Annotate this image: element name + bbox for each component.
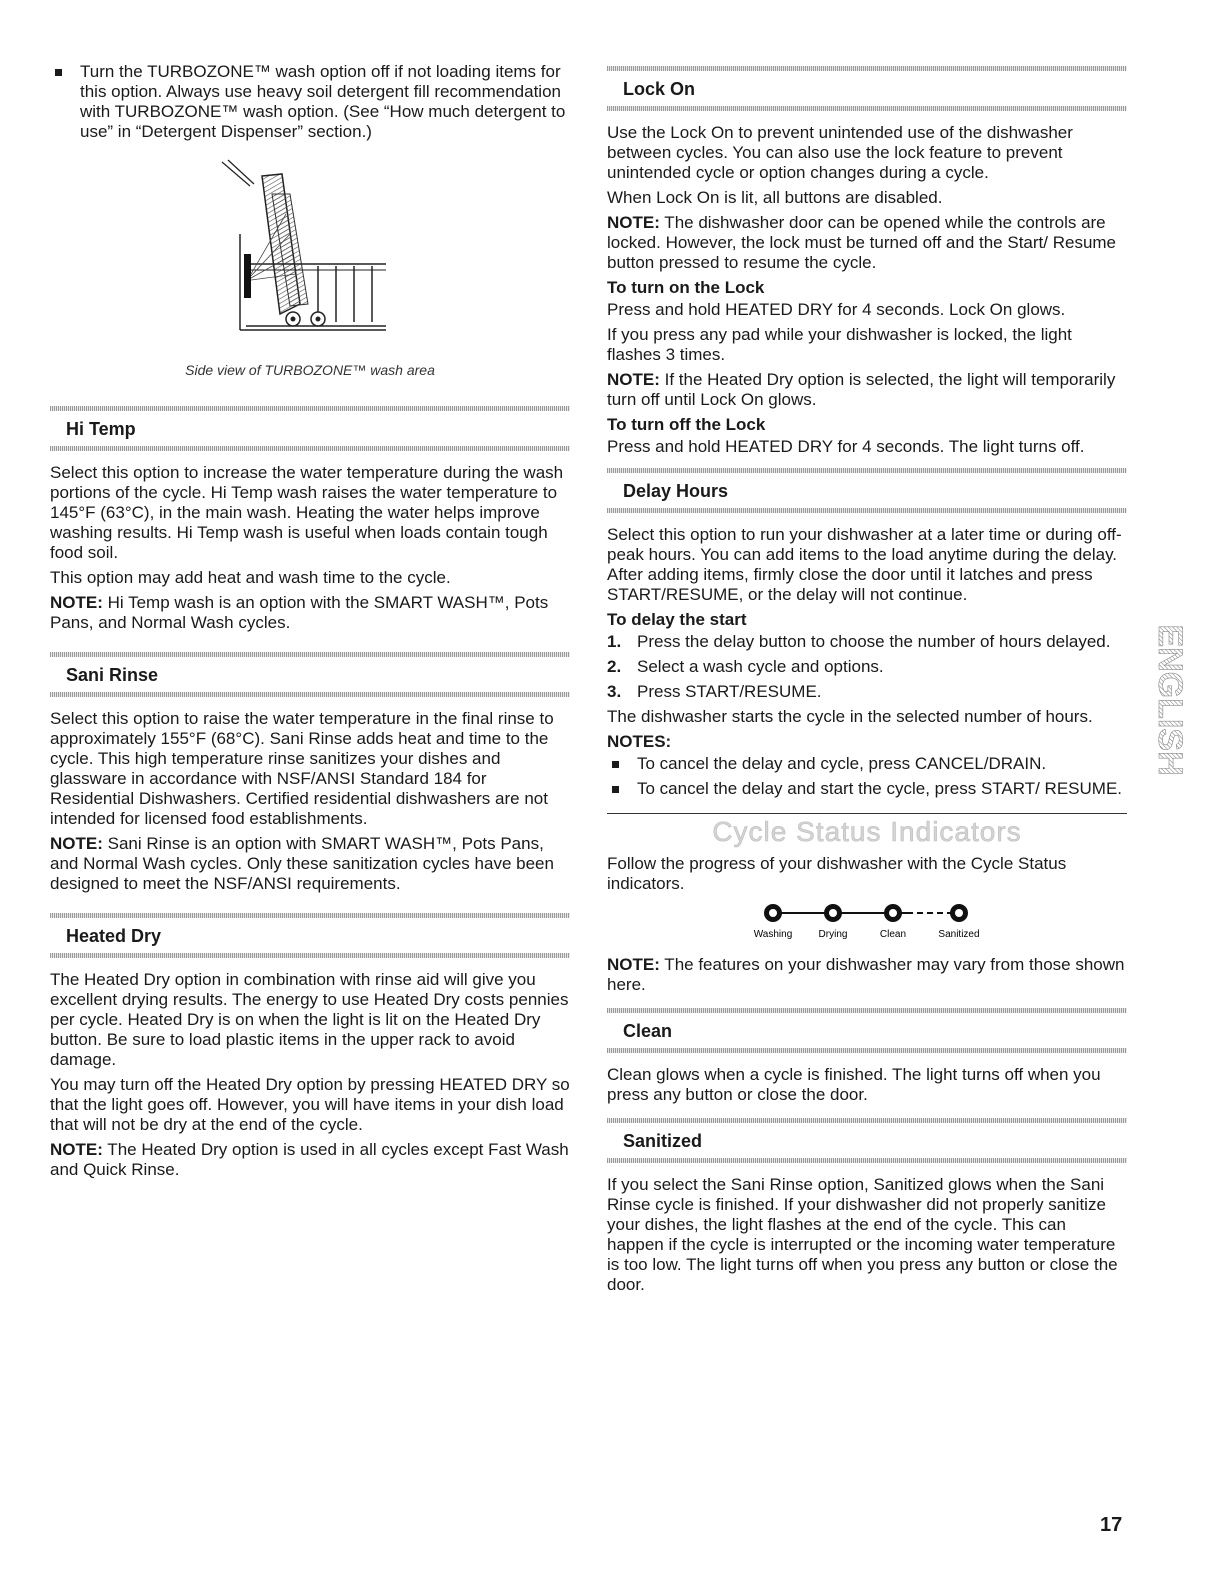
- heated-dry-title: Heated Dry: [66, 926, 162, 946]
- heated-dry-p1: The Heated Dry option in combination with rinse aid will give you excellent drying results. The energy to use Heated Dry costs pennies per cycle. Heated Dry is on when the light is lit on the Heated Dry button. Be sure to load plastic items in the upper rack to avoid damage.: [50, 970, 569, 1069]
- turn-on-lock-p1: Press and hold HEATED DRY for 4 seconds. Lock On glows.: [607, 300, 1066, 319]
- turn-on-lock-subhead: To turn on the Lock: [607, 278, 765, 297]
- turbozone-diagram-icon: [50, 154, 570, 354]
- sanitized-heading: [607, 1118, 1127, 1163]
- lock-on-title: Lock On: [623, 79, 696, 99]
- hi-temp-title: Hi Temp: [66, 419, 136, 439]
- indicator-label-clean: Clean: [879, 929, 907, 940]
- delay-note-2: To cancel the delay and start the cycle, press START/ RESUME.: [607, 779, 1127, 799]
- delay-start-subhead: To delay the start: [607, 610, 747, 629]
- indicator-lights-icon: [737, 900, 997, 940]
- delay-hours-title: Delay Hours: [623, 481, 729, 501]
- sani-rinse-title: Sani Rinse: [66, 665, 159, 685]
- cycle-status-indicators: [737, 900, 997, 945]
- clean-p1: Clean glows when a cycle is finished. The light turns off when you press any button or close the door.: [607, 1065, 1101, 1104]
- sani-rinse-heading: [50, 652, 570, 697]
- indicator-label-washing: Washing: [753, 929, 793, 940]
- side-tab-label: ENGLISH: [1151, 624, 1190, 776]
- delay-notes-label: NOTES:: [607, 732, 672, 751]
- cycle-status-p1: Follow the progress of your dishwasher with the Cycle Status indicators.: [607, 854, 1067, 893]
- turn-on-lock-p2: If you press any pad while your dishwasher is locked, the light flashes 3 times.: [607, 325, 1072, 364]
- heated-dry-note: NOTE: The Heated Dry option is used in all cycles except Fast Wash and Quick Rinse.: [50, 1140, 569, 1179]
- indicator-clean-light: [884, 904, 902, 922]
- hi-temp-p1: Select this option to increase the water temperature during the wash portions of the cycle. Hi Temp wash raises the water temperature to 145°F (63°C), in the main wash. Heating the water helps improve washing results. Hi Temp wash is useful when loads contain tough food soil.: [50, 463, 564, 562]
- heated-dry-heading: [50, 913, 570, 958]
- turn-off-lock-p1: Press and hold HEATED DRY for 4 seconds. The light turns off.: [607, 437, 1085, 456]
- delay-step-3: 3. Press START/RESUME.: [607, 682, 822, 701]
- indicator-drying-light: [824, 904, 842, 922]
- sani-rinse-note: NOTE: Sani Rinse is an option with SMART WASH™, Pots Pans, and Normal Wash cycles. Only these sanitization cycles have been designed to meet the NSF/ANSI requirements.: [50, 834, 554, 893]
- turbozone-bullet: [50, 62, 570, 142]
- left-column: [50, 62, 570, 1185]
- turbozone-figure: [50, 154, 570, 354]
- figure-caption: Side view of TURBOZONE™ wash area: [185, 362, 435, 378]
- indicator-sanitized-light: [950, 904, 968, 922]
- section-divider: [607, 813, 1127, 814]
- delay-note-1: To cancel the delay and cycle, press CANCEL/DRAIN.: [607, 754, 1127, 774]
- sani-rinse-p1: Select this option to raise the water temperature in the final rinse to approximately 155°F (68°C). Sani Rinse adds heat and time to the cycle. This high temperature rinse sanitizes your dishes and glassware in accordance with NSF/ANSI Standard 184 for Residential Dishwashers. Certified residential dishwashers are not intended for licensed food establishments.: [50, 709, 554, 828]
- cycle-status-note: NOTE: The features on your dishwasher may vary from those shown here.: [607, 955, 1125, 994]
- lock-on-note1: NOTE: The dishwasher door can be opened while the controls are locked. However, the lock must be turned off and the Start/ Resume button pressed to resume the cycle.: [607, 213, 1117, 272]
- page-number: 17: [1100, 1514, 1123, 1536]
- clean-title: Clean: [623, 1021, 673, 1041]
- sanitized-title: Sanitized: [623, 1131, 703, 1151]
- delay-hours-heading: [607, 468, 1127, 513]
- lock-on-heading: [607, 66, 1127, 111]
- cycle-status-title: Cycle Status Indicators: [712, 816, 1022, 847]
- hi-temp-note: NOTE: Hi Temp wash is an option with the SMART WASH™, Pots Pans, and Normal Wash cycles.: [50, 593, 549, 632]
- sanitized-p1: If you select the Sani Rinse option, Sanitized glows when the Sani Rinse cycle is finished. If your dishwasher did not properly sanitize your dishes, the light flashes at the end of the cycle. This can happen if the cycle is interrupted or the incoming water temperature is too low. The light turns off when you press any button or close the door.: [607, 1175, 1118, 1294]
- language-side-tab: [1151, 565, 1190, 835]
- indicator-label-sanitized: Sanitized: [938, 929, 980, 940]
- indicator-label-drying: Drying: [818, 929, 848, 940]
- hi-temp-p2: This option may add heat and wash time to the cycle.: [50, 568, 451, 587]
- lock-on-p1: Use the Lock On to prevent unintended use of the dishwasher between cycles. You can also use the lock feature to prevent unintended cycle or option changes during a cycle.: [607, 123, 1073, 182]
- delay-hours-p2: The dishwasher starts the cycle in the selected number of hours.: [607, 707, 1093, 726]
- turbozone-text: Turn the TURBOZONE™ wash option off if not loading items for this option. Always use heavy soil detergent fill recommendation with TURBOZONE™ wash option. (See “How much detergent to use” in “Detergent Dispenser” section.): [80, 62, 566, 141]
- clean-heading: [607, 1008, 1127, 1053]
- lock-on-p2: When Lock On is lit, all buttons are disabled.: [607, 188, 943, 207]
- hi-temp-heading: [50, 406, 570, 451]
- right-column: [607, 66, 1127, 1300]
- turn-off-lock-subhead: To turn off the Lock: [607, 415, 766, 434]
- indicator-washing-light: [764, 904, 782, 922]
- heated-dry-p2: You may turn off the Heated Dry option by pressing HEATED DRY so that the light goes off. However, you will have items in your dish load that will not be dry at the end of the cycle.: [50, 1075, 570, 1134]
- delay-step-2: 2. Select a wash cycle and options.: [607, 657, 884, 676]
- lock-on-note2: NOTE: If the Heated Dry option is selected, the light will temporarily turn off until Lock On glows.: [607, 370, 1116, 409]
- delay-hours-p1: Select this option to run your dishwasher at a later time or during off-peak hours. You can add items to the load anytime during the delay. After adding items, firmly close the door until it latches and press START/RESUME, or the delay will not continue.: [607, 525, 1122, 604]
- delay-step-1: 1. Press the delay button to choose the number of hours delayed.: [607, 632, 1111, 651]
